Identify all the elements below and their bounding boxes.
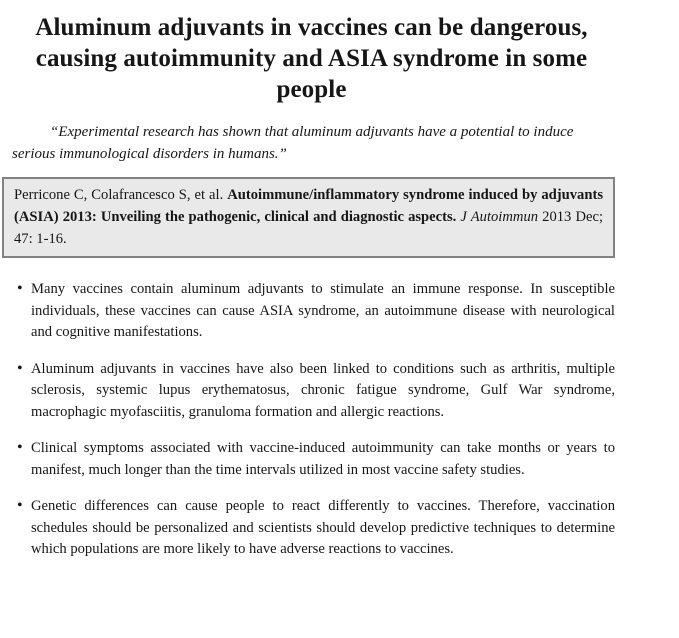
bullet-list bbox=[8, 279, 615, 561]
list-item bbox=[8, 359, 615, 424]
bullet-text: Aluminum adjuvants in vaccines have also been linked to conditions such as arthritis, multiple sclerosis, systemic lupus erythematosus, chronic fatigue syndrome, Gulf War syndrome, macrophagic myofasciitis, granuloma formation and allergic reactions. bbox=[31, 360, 615, 420]
bullet-text: Clinical symptoms associated with vaccine-induced autoimmunity can take months or years to manifest, much longer than the time intervals utilized in most vaccine safety studies. bbox=[31, 440, 615, 478]
citation-box bbox=[2, 177, 615, 258]
citation-authors: Perricone C, Colafrancesco S, et al. bbox=[14, 187, 228, 203]
bullet-text: Many vaccines contain aluminum adjuvants to stimulate an immune response. In susceptible individuals, these vaccines can cause ASIA syndrome, an autoimmune disease with neurological and cognitive manifestations. bbox=[31, 281, 615, 340]
bullet-text: Genetic differences can cause people to react differently to vaccines. Therefore, vaccination schedules should be personalized and scientists should develop predictive techniques to determine which populations are more likely to have adverse reactions to vaccines. bbox=[31, 498, 615, 557]
bullet-icon: • bbox=[17, 497, 23, 514]
bullet-icon: • bbox=[17, 439, 23, 456]
page-title: Aluminum adjuvants in vaccines can be dangerous, causing autoimmunity and ASIA syndrome in some people bbox=[35, 14, 588, 103]
citation-details: 2013 Dec; 47: 1-16. bbox=[14, 209, 603, 247]
list-item bbox=[8, 438, 615, 481]
bullet-icon: • bbox=[17, 280, 23, 297]
citation-journal-name: J Autoimmun bbox=[460, 209, 539, 225]
citation-article-title: Autoimmune/inflammatory syndrome induced by adjuvants (ASIA) 2013: Unveiling the pathogenic, clinical and diagnostic aspects. bbox=[14, 187, 603, 225]
bullet-icon: • bbox=[17, 359, 23, 377]
pull-quote: “Experimental research has shown that aluminum adjuvants have a potential to induce serious immunological disorders in humans.” bbox=[12, 124, 574, 162]
list-item bbox=[8, 279, 615, 344]
list-item bbox=[8, 496, 615, 561]
